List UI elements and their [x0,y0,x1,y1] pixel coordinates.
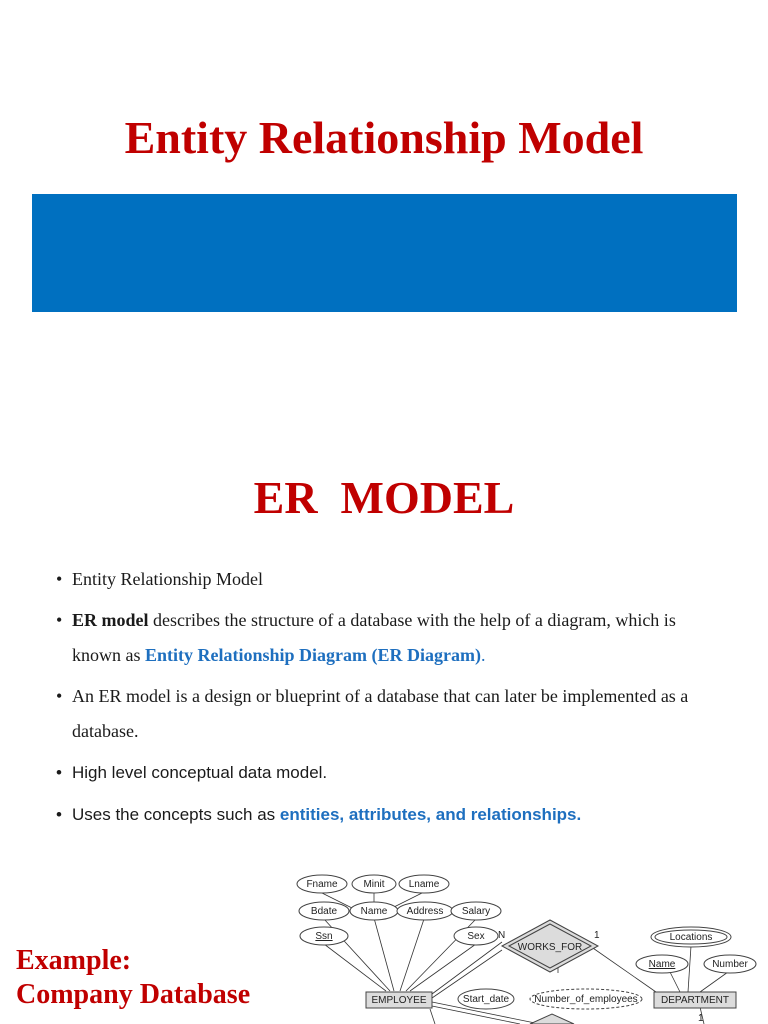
entity-employee-label: EMPLOYEE [371,995,427,1006]
slide-title: Entity Relationship Model [124,112,644,163]
bullet-dot: • [56,805,62,824]
bullet-dot: • [56,569,63,589]
attr-start-date-label: Start_date [462,994,510,1005]
cardinality-1-dept: 1 [698,1013,704,1024]
bullet-bold-term: ER model [72,610,149,630]
bullet-item [56,562,726,597]
bullet-text: An ER model is a design or blueprint of a database that can later be implemented as a database. [72,686,689,741]
example-line-2: Company Database [16,979,251,1010]
attr-lname-label: Lname [408,879,440,890]
title-banner [32,194,737,312]
attr-name-label: Name [360,906,388,917]
attr-locations-label: Locations [669,932,713,943]
attr-ssn-label: Ssn [315,931,333,942]
example-line-1: Example: [16,945,132,976]
attr-num-employees-label: Number_of_employees [534,994,638,1005]
attr-salary-label: Salary [461,906,491,917]
relationship-works-for-label: WORKS_FOR [517,942,583,953]
bullet-highlight: entities, attributes, and relationships. [279,805,582,824]
bullet-dot: • [56,686,63,706]
bullet-period: . [481,645,486,665]
attr-minit-label: Minit [363,879,385,890]
attr-dept-number-label: Number [712,959,748,970]
bullet-list [56,562,726,829]
bullet-text: High level conceptual data model. [72,763,328,782]
bullet-text: describes the structure of a database with the help of a diagram, which is known as [72,610,676,665]
bullet-text: Entity Relationship Model [72,569,263,589]
entity-department-label: DEPARTMENT [661,995,729,1006]
bullet-dot: • [56,763,62,782]
bullet-item [56,679,726,749]
bullet-dot: • [56,610,63,630]
bullet-item [56,801,726,829]
bullet-item [56,759,726,787]
attr-dept-name-label: Name [648,959,676,970]
attr-bdate-label: Bdate [310,906,338,917]
attr-fname-label: Fname [306,879,338,890]
cardinality-1: 1 [594,930,600,941]
cardinality-n: N [498,930,506,941]
bullet-text: Uses the concepts such as [72,805,280,824]
attr-sex-label: Sex [467,931,485,942]
bullet-item [56,603,726,673]
attr-address-label: Address [406,906,444,917]
relationship-diamond-partial [530,1014,574,1024]
er-diagram [290,866,768,1024]
section-title: ER MODEL [253,472,515,523]
bullet-highlight: Entity Relationship Diagram (ER Diagram) [145,645,481,665]
example-label [16,944,250,1012]
